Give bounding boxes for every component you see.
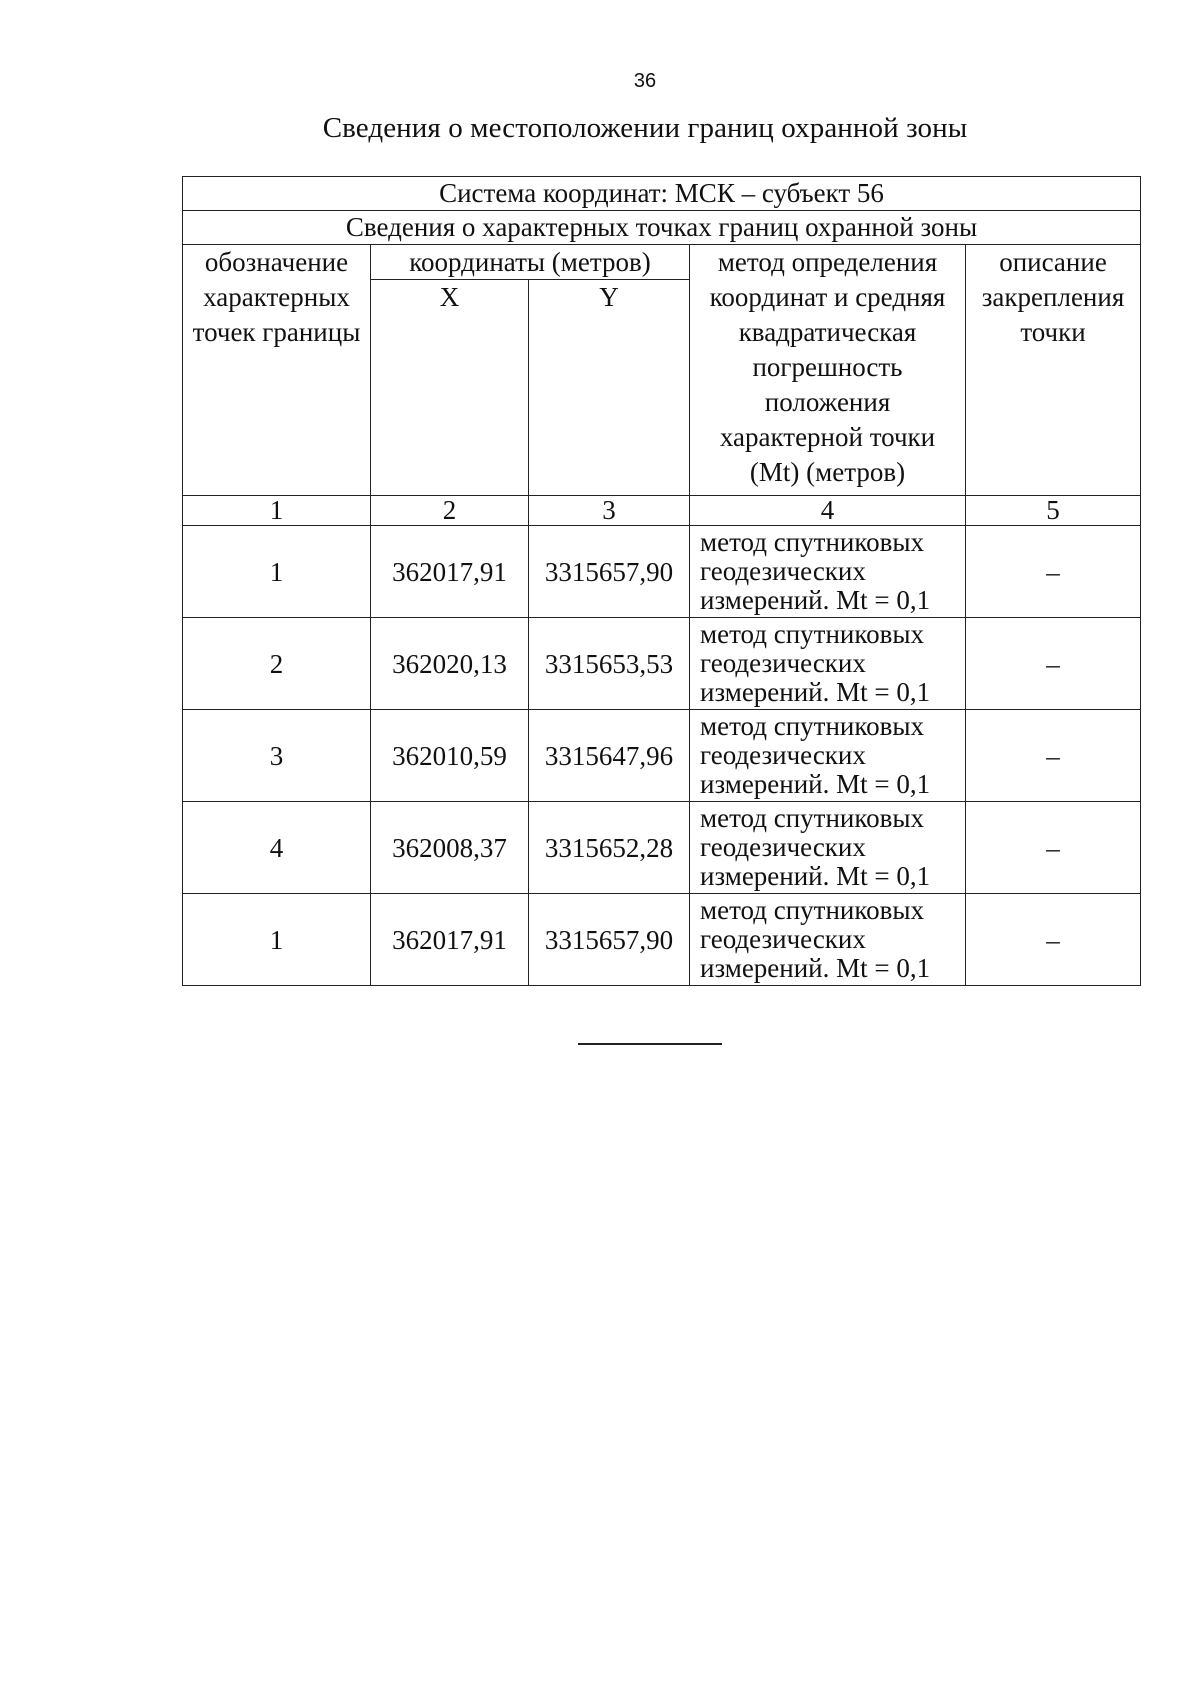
header-description: описание закрепления точки [966,245,1141,496]
coordinate-y: 3315657,90 [529,894,690,986]
document-title: Сведения о местоположении границ охранной зоны [322,112,968,144]
point-designation: 4 [183,802,371,894]
column-number-row [183,496,1141,526]
column-number: 1 [183,496,371,526]
point-designation: 2 [183,618,371,710]
column-number: 5 [966,496,1141,526]
table-info-cell: Сведения о характерных точках границ охранной зоны [183,211,1141,245]
point-designation: 3 [183,710,371,802]
header-designation: обозначение характерных точек границы [183,245,371,496]
point-designation: 1 [183,894,371,986]
method-description: метод спутниковых геодезических измерений. Mt = 0,1 [690,618,966,710]
header-y: Y [529,280,690,496]
header-x: X [371,280,529,496]
method-description: метод спутниковых геодезических измерений. Mt = 0,1 [690,710,966,802]
fixation-description: – [966,618,1141,710]
page-number: 36 [633,70,657,92]
table-row [183,894,1141,986]
fixation-description: – [966,710,1141,802]
coordinate-y: 3315647,96 [529,710,690,802]
table-row [183,802,1141,894]
column-number: 3 [529,496,690,526]
header-method: метод определения координат и средняя квадратическая погрешность положения характерной точки (Mt) (метров) [690,245,966,496]
fixation-description: – [966,894,1141,986]
table-info-row [183,211,1141,245]
coordinate-y: 3315657,90 [529,526,690,618]
coordinate-system-row [183,177,1141,211]
method-description: метод спутниковых геодезических измерений. Mt = 0,1 [690,526,966,618]
column-number: 2 [371,496,529,526]
coordinate-y: 3315653,53 [529,618,690,710]
coordinate-x: 362008,37 [371,802,529,894]
table-row [183,618,1141,710]
header-coordinates: координаты (метров) [371,245,690,280]
table-row [183,526,1141,618]
coordinate-y: 3315652,28 [529,802,690,894]
end-separator-line [578,1043,722,1045]
header-row [183,245,1141,280]
table-row [183,710,1141,802]
coordinate-x: 362017,91 [371,526,529,618]
method-description: метод спутниковых геодезических измерений. Mt = 0,1 [690,802,966,894]
method-description: метод спутниковых геодезических измерений. Mt = 0,1 [690,894,966,986]
coordinate-system-cell: Система координат: МСК – субъект 56 [183,177,1141,211]
fixation-description: – [966,526,1141,618]
coordinate-x: 362020,13 [371,618,529,710]
point-designation: 1 [183,526,371,618]
coordinate-x: 362017,91 [371,894,529,986]
column-number: 4 [690,496,966,526]
boundary-points-table [182,176,1141,986]
coordinate-x: 362010,59 [371,710,529,802]
fixation-description: – [966,802,1141,894]
